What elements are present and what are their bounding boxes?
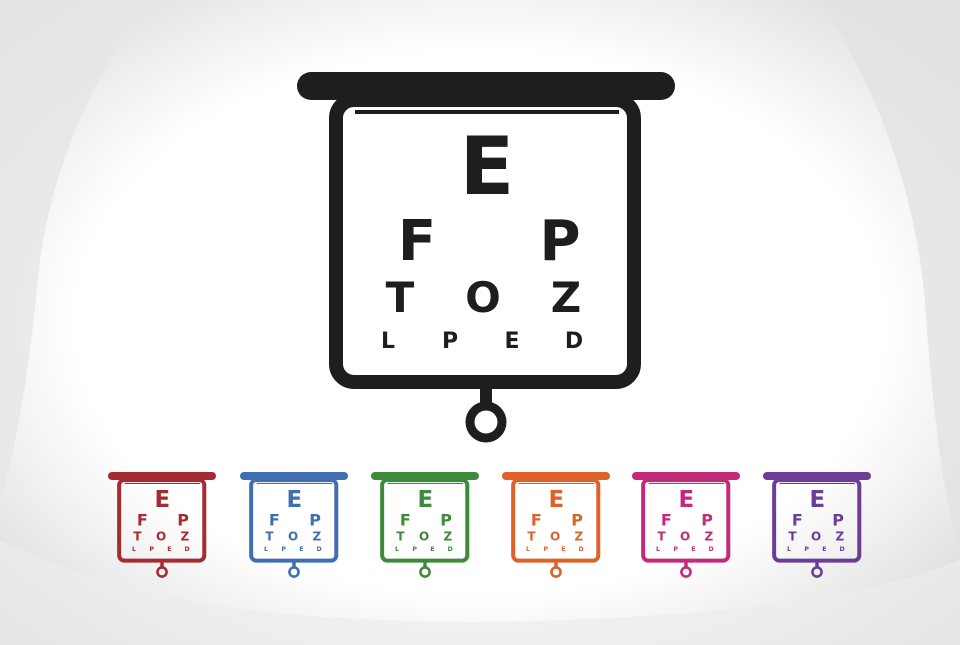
chart-letter: L: [380, 329, 396, 354]
eye-chart-icon-variant-3: [371, 472, 479, 580]
chart-letter: E: [561, 545, 566, 553]
chart-letter: E: [678, 486, 695, 513]
chart-letter: Z: [312, 529, 322, 544]
chart-letter: T: [657, 529, 666, 544]
chart-letter: E: [504, 329, 520, 354]
chart-letter: P: [673, 545, 679, 553]
chart-letter: T: [788, 529, 797, 544]
chart-letter: T: [527, 529, 536, 544]
chart-letter: L: [132, 545, 136, 553]
chart-letter: E: [809, 486, 826, 513]
pull-ring: [420, 567, 429, 576]
chart-letter: O: [680, 529, 691, 544]
chart-letter: D: [447, 545, 453, 553]
pull-ring: [289, 567, 298, 576]
chart-letter: E: [417, 486, 434, 513]
chart-letter: E: [548, 486, 565, 513]
eye-chart-icon-variant-1: [108, 472, 216, 580]
chart-letter: T: [133, 529, 142, 544]
chart-letter: P: [539, 209, 581, 274]
chart-letter: L: [526, 545, 530, 553]
chart-letter: P: [701, 510, 714, 530]
chart-letter: Z: [574, 529, 584, 544]
pull-ring: [157, 567, 166, 576]
chart-letter: E: [822, 545, 827, 553]
chart-letter: P: [804, 545, 810, 553]
chart-letter: O: [811, 529, 822, 544]
chart-letter: F: [660, 510, 672, 530]
chart-letter: D: [564, 329, 584, 354]
pull-ring: [470, 406, 502, 438]
chart-letter: F: [399, 510, 411, 530]
chart-letter: P: [832, 510, 845, 530]
eye-chart-icon-variant-4: [502, 472, 610, 580]
chart-letter: F: [397, 209, 437, 274]
chart-letter: P: [149, 545, 155, 553]
chart-letter: L: [656, 545, 660, 553]
chart-letter: E: [299, 545, 304, 553]
chart-letter: F: [530, 510, 542, 530]
chart-letter: O: [288, 529, 299, 544]
chart-letter: D: [839, 545, 845, 553]
chart-letter: F: [268, 510, 280, 530]
chart-letter: E: [167, 545, 172, 553]
chart-letter: P: [571, 510, 584, 530]
chart-letter: E: [459, 120, 515, 213]
chart-letter: D: [708, 545, 714, 553]
chart-letter: P: [441, 329, 459, 354]
chart-letter: T: [385, 273, 415, 322]
chart-letter: P: [177, 510, 190, 530]
chart-letter: T: [396, 529, 405, 544]
eye-chart-icon-variant-6: [763, 472, 871, 580]
chart-letter: E: [691, 545, 696, 553]
chart-letter: E: [286, 486, 303, 513]
chart-letter: L: [395, 545, 399, 553]
chart-letter: O: [550, 529, 561, 544]
chart-letter: Z: [550, 273, 582, 322]
pull-ring: [812, 567, 821, 576]
chart-letter: L: [787, 545, 791, 553]
chart-letter: O: [465, 273, 501, 322]
pull-ring: [551, 567, 560, 576]
chart-letter: T: [265, 529, 274, 544]
chart-letter: Z: [704, 529, 714, 544]
chart-letter: D: [578, 545, 584, 553]
pull-ring: [681, 567, 690, 576]
chart-letter: F: [791, 510, 803, 530]
chart-letter: L: [264, 545, 268, 553]
eye-chart-icon-variant-2: [240, 472, 348, 580]
chart-letter: D: [316, 545, 322, 553]
chart-letter: O: [156, 529, 167, 544]
chart-letter: O: [419, 529, 430, 544]
chart-letter: F: [136, 510, 148, 530]
chart-letter: P: [440, 510, 453, 530]
eye-chart-icon-main: [297, 72, 675, 450]
chart-letter: Z: [835, 529, 845, 544]
chart-letter: P: [309, 510, 322, 530]
chart-letter: Z: [443, 529, 453, 544]
chart-letter: E: [430, 545, 435, 553]
chart-letter: P: [543, 545, 549, 553]
chart-letter: E: [154, 486, 171, 513]
chart-letter: P: [281, 545, 287, 553]
chart-letter: P: [412, 545, 418, 553]
chart-letter: D: [184, 545, 190, 553]
eye-chart-icon-variant-5: [632, 472, 740, 580]
chart-letter: Z: [180, 529, 190, 544]
